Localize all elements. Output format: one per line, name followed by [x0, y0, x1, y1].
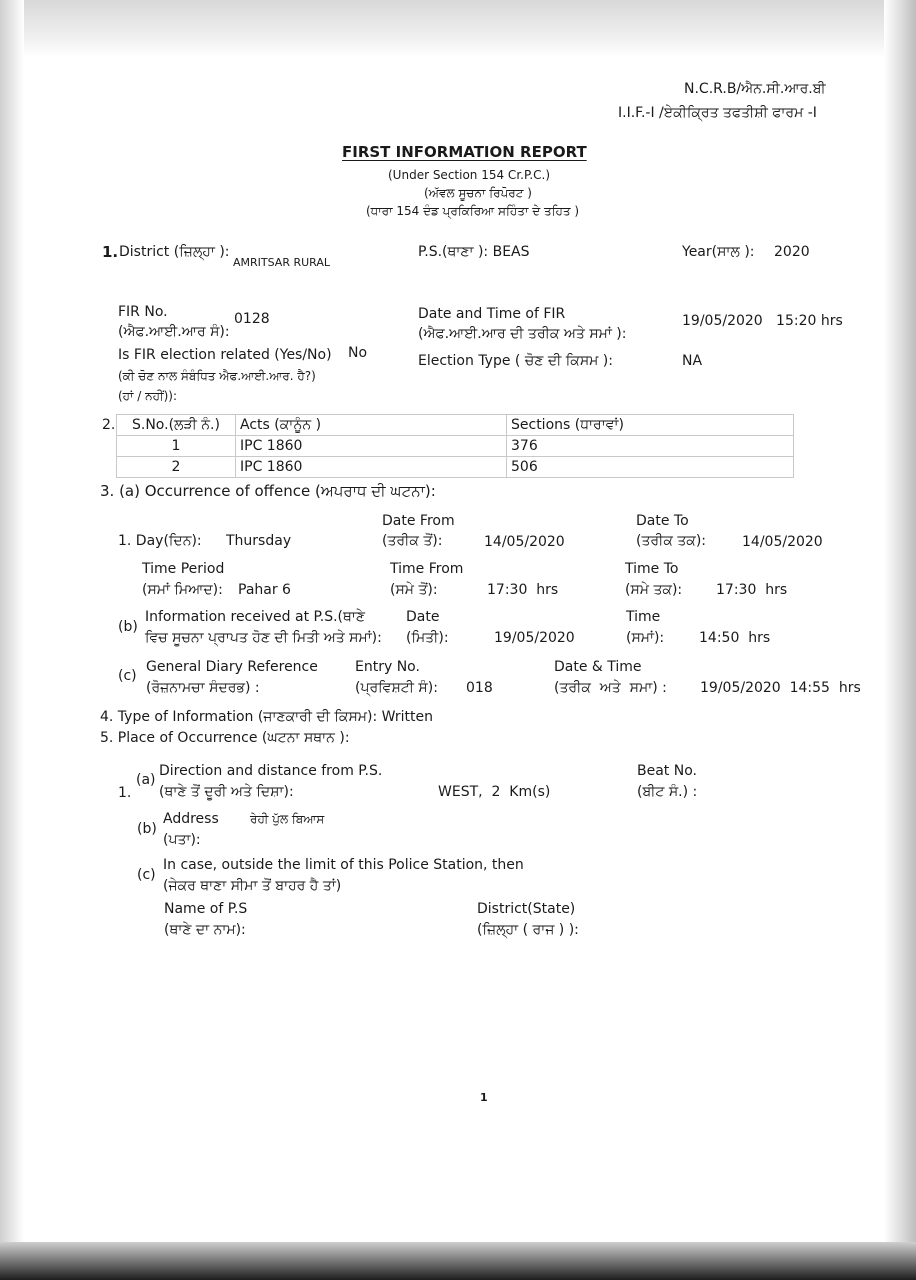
cell-act: IPC 1860: [236, 457, 507, 478]
time-to-label: Time To: [625, 561, 679, 577]
cell-serial-no: 2: [117, 457, 236, 478]
day-value: Thursday: [226, 533, 292, 549]
time-from-label-punjabi: (ਸਮੇ ਤੋਂ):: [390, 582, 438, 598]
direction-value: WEST, 2 Km(s): [438, 784, 551, 800]
header-sections: Sections (ਧਾਰਾਵਾਂ): [507, 415, 794, 436]
ps-name-label: Name of P.S: [164, 901, 248, 917]
info-received-label-punjabi: ਵਿਚ ਸੂਚਨਾ ਪ੍ਰਾਪਤ ਹੋਣ ਦੀ ਮਿਤੀ ਅਤੇ ਸਮਾਂ):: [145, 630, 382, 646]
table-row: [117, 436, 794, 457]
cell-act: IPC 1860: [236, 436, 507, 457]
fir-no-label-punjabi: (ਐਫ.ਆਈ.ਆਰ ਸੰ):: [118, 324, 230, 340]
time-to-label-punjabi: (ਸਮੇ ਤਕ):: [625, 582, 683, 598]
time-period-value: Pahar 6: [238, 582, 291, 598]
section-5-title: 5. Place of Occurrence (ਘਟਨਾ ਸਥਾਨ ):: [100, 730, 350, 746]
table-row: [117, 457, 794, 478]
entry-no-label-punjabi: (ਪ੍ਰਵਿਸ਼ਟੀ ਸੰ):: [355, 680, 438, 696]
cell-section: 376: [507, 436, 794, 457]
outside-limit-marker: (c): [137, 867, 156, 883]
place-item-number: 1.: [118, 785, 132, 801]
table-header-row: [117, 415, 794, 436]
section-1-number: 1.: [102, 243, 119, 261]
beat-no-label-punjabi: (ਬੀਟ ਸੰ.) :: [637, 784, 698, 800]
diary-datetime-label-punjabi: (ਤਰੀਕ ਅਤੇ ਸਮਾ) :: [554, 680, 667, 696]
direction-label: Direction and distance from P.S.: [159, 763, 383, 779]
information-type: 4. Type of Information (ਜਾਣਕਾਰੀ ਦੀ ਕਿਸਮ): Written: [100, 709, 433, 725]
acts-sections-table: [116, 414, 794, 478]
fir-datetime-label: Date and Time of FIR: [418, 306, 566, 322]
police-station-label: P.S.(ਥਾਣਾ ): BEAS: [418, 244, 530, 260]
election-related-value: No: [348, 345, 368, 361]
info-time-label-punjabi: (ਸਮਾਂ):: [626, 630, 665, 646]
diary-datetime-label: Date & Time: [554, 659, 642, 675]
diary-marker: (c): [118, 668, 137, 684]
entry-no-label: Entry No.: [355, 659, 420, 675]
direction-marker: (a): [136, 772, 156, 788]
header-serial-no: S.No.(ਲੜੀ ਨੰ.): [117, 415, 236, 436]
date-from-label: Date From: [382, 513, 455, 529]
year-value: 2020: [774, 244, 810, 260]
header-acts: Acts (ਕਾਨੂੰਨ ): [236, 415, 507, 436]
form-label: I.I.F.-I /ਏਕੀਕ੍ਰਿਤ ਤਫਤੀਸ਼ੀ ਫਾਰਮ -I: [618, 105, 817, 121]
page-shadow-right: [884, 0, 916, 1280]
date-to-value: 14/05/2020: [742, 534, 823, 550]
diary-reference-label-punjabi: (ਰੋਜ਼ਨਾਮਚਾ ਸੰਦਰਭ) :: [146, 680, 260, 696]
page-shadow-top: [0, 0, 916, 58]
section-3-title: 3. (a) Occurrence of offence (ਅਪਰਾਧ ਦੀ ਘਟਨਾ):: [100, 482, 436, 500]
date-to-label-punjabi: (ਤਰੀਕ ਤਕ):: [636, 533, 707, 549]
info-received-marker: (b): [118, 619, 138, 635]
time-period-label: Time Period: [142, 561, 225, 577]
date-from-label-punjabi: (ਤਰੀਕ ਤੋਂ):: [382, 533, 443, 549]
time-from-label: Time From: [390, 561, 464, 577]
day-label: 1. Day(ਦਿਨ):: [118, 533, 202, 549]
info-date-label-punjabi: (ਮਿਤੀ):: [406, 630, 449, 646]
report-title: FIRST INFORMATION REPORT: [342, 143, 587, 161]
district-state-label: District(State): [477, 901, 576, 917]
address-value: ਰੇਹੀ ਪੁੱਲ ਬਿਆਸ: [250, 812, 325, 826]
page-shadow-left: [0, 0, 24, 1280]
election-related-label-punjabi: (ਕੀ ਚੋਣ ਨਾਲ ਸੰਬੰਧਿਤ ਐਫ.ਆਈ.ਆਰ. ਹੈ?): [118, 369, 316, 383]
outside-limit-label: In case, outside the limit of this Police Station, then: [163, 857, 524, 873]
time-period-label-punjabi: (ਸਮਾਂ ਮਿਆਦ):: [142, 582, 223, 598]
page-shadow-bottom: [0, 1242, 916, 1280]
fir-datetime-value: 19/05/2020 15:20 hrs: [682, 313, 843, 329]
district-state-label-punjabi: (ਜ਼ਿਲ੍ਹਾ ( ਰਾਜ ) ):: [477, 922, 579, 938]
ncrb-label: N.C.R.B/ਐਨ.ਸੀ.ਆਰ.ਬੀ: [684, 81, 826, 97]
election-related-label: Is FIR election related (Yes/No): [118, 347, 332, 363]
beat-no-label: Beat No.: [637, 763, 697, 779]
diary-reference-label: General Diary Reference: [146, 659, 318, 675]
section-2-number: 2.: [102, 417, 116, 433]
info-time-label: Time: [626, 609, 661, 625]
direction-label-punjabi: (ਥਾਣੇ ਤੋਂ ਦੂਰੀ ਅਤੇ ਦਿਸ਼ਾ):: [159, 784, 294, 800]
diary-datetime-value: 19/05/2020 14:55 hrs: [700, 680, 861, 696]
outside-limit-label-punjabi: (ਜੇਕਰ ਥਾਣਾ ਸੀਮਾ ਤੋਂ ਬਾਹਰ ਹੈ ਤਾਂ): [163, 878, 342, 894]
district-value: AMRITSAR RURAL: [233, 256, 331, 269]
date-to-label: Date To: [636, 513, 689, 529]
election-yes-no-punjabi: (ਹਾਂ / ਨਹੀਂ)):: [118, 389, 178, 403]
cell-section: 506: [507, 457, 794, 478]
subtitle-punjabi-section: (ਧਾਰਾ 154 ਦੰਡ ਪ੍ਰਕਿਰਿਆ ਸਹਿੰਤਾ ਦੇ ਤਹਿਤ ): [366, 204, 580, 218]
election-type-value: NA: [682, 353, 703, 369]
page-number: 1: [480, 1091, 488, 1104]
time-to-value: 17:30 hrs: [716, 582, 788, 598]
year-label: Year(ਸਾਲ ):: [682, 244, 755, 260]
fir-no-label: FIR No.: [118, 304, 168, 320]
fir-no-value: 0128: [234, 311, 270, 327]
election-type-label: Election Type ( ਚੋਣ ਦੀ ਕਿਸਮ ):: [418, 353, 613, 369]
fir-datetime-label-punjabi: (ਐਫ.ਆਈ.ਆਰ ਦੀ ਤਰੀਕ ਅਤੇ ਸਮਾਂ ):: [418, 326, 627, 342]
info-received-label: Information received at P.S.(ਥਾਣੇ: [145, 609, 366, 625]
ps-name-label-punjabi: (ਥਾਣੇ ਦਾ ਨਾਮ):: [164, 922, 246, 938]
district-label: District (ਜ਼ਿਲ੍ਹਾ ):: [119, 244, 230, 260]
address-marker: (b): [137, 821, 157, 837]
time-from-value: 17:30 hrs: [487, 582, 559, 598]
info-date-label: Date: [406, 609, 440, 625]
entry-no-value: 018: [466, 680, 493, 696]
subtitle-punjabi: (ਅੱਵਲ ਸੂਚਨਾ ਰਿਪੋਰਟ ): [424, 186, 532, 200]
address-label-punjabi: (ਪਤਾ):: [163, 832, 201, 848]
info-date-value: 19/05/2020: [494, 630, 575, 646]
info-time-value: 14:50 hrs: [699, 630, 771, 646]
date-from-value: 14/05/2020: [484, 534, 565, 550]
address-label: Address: [163, 811, 219, 827]
cell-serial-no: 1: [117, 436, 236, 457]
subtitle-section: (Under Section 154 Cr.P.C.): [388, 168, 551, 182]
